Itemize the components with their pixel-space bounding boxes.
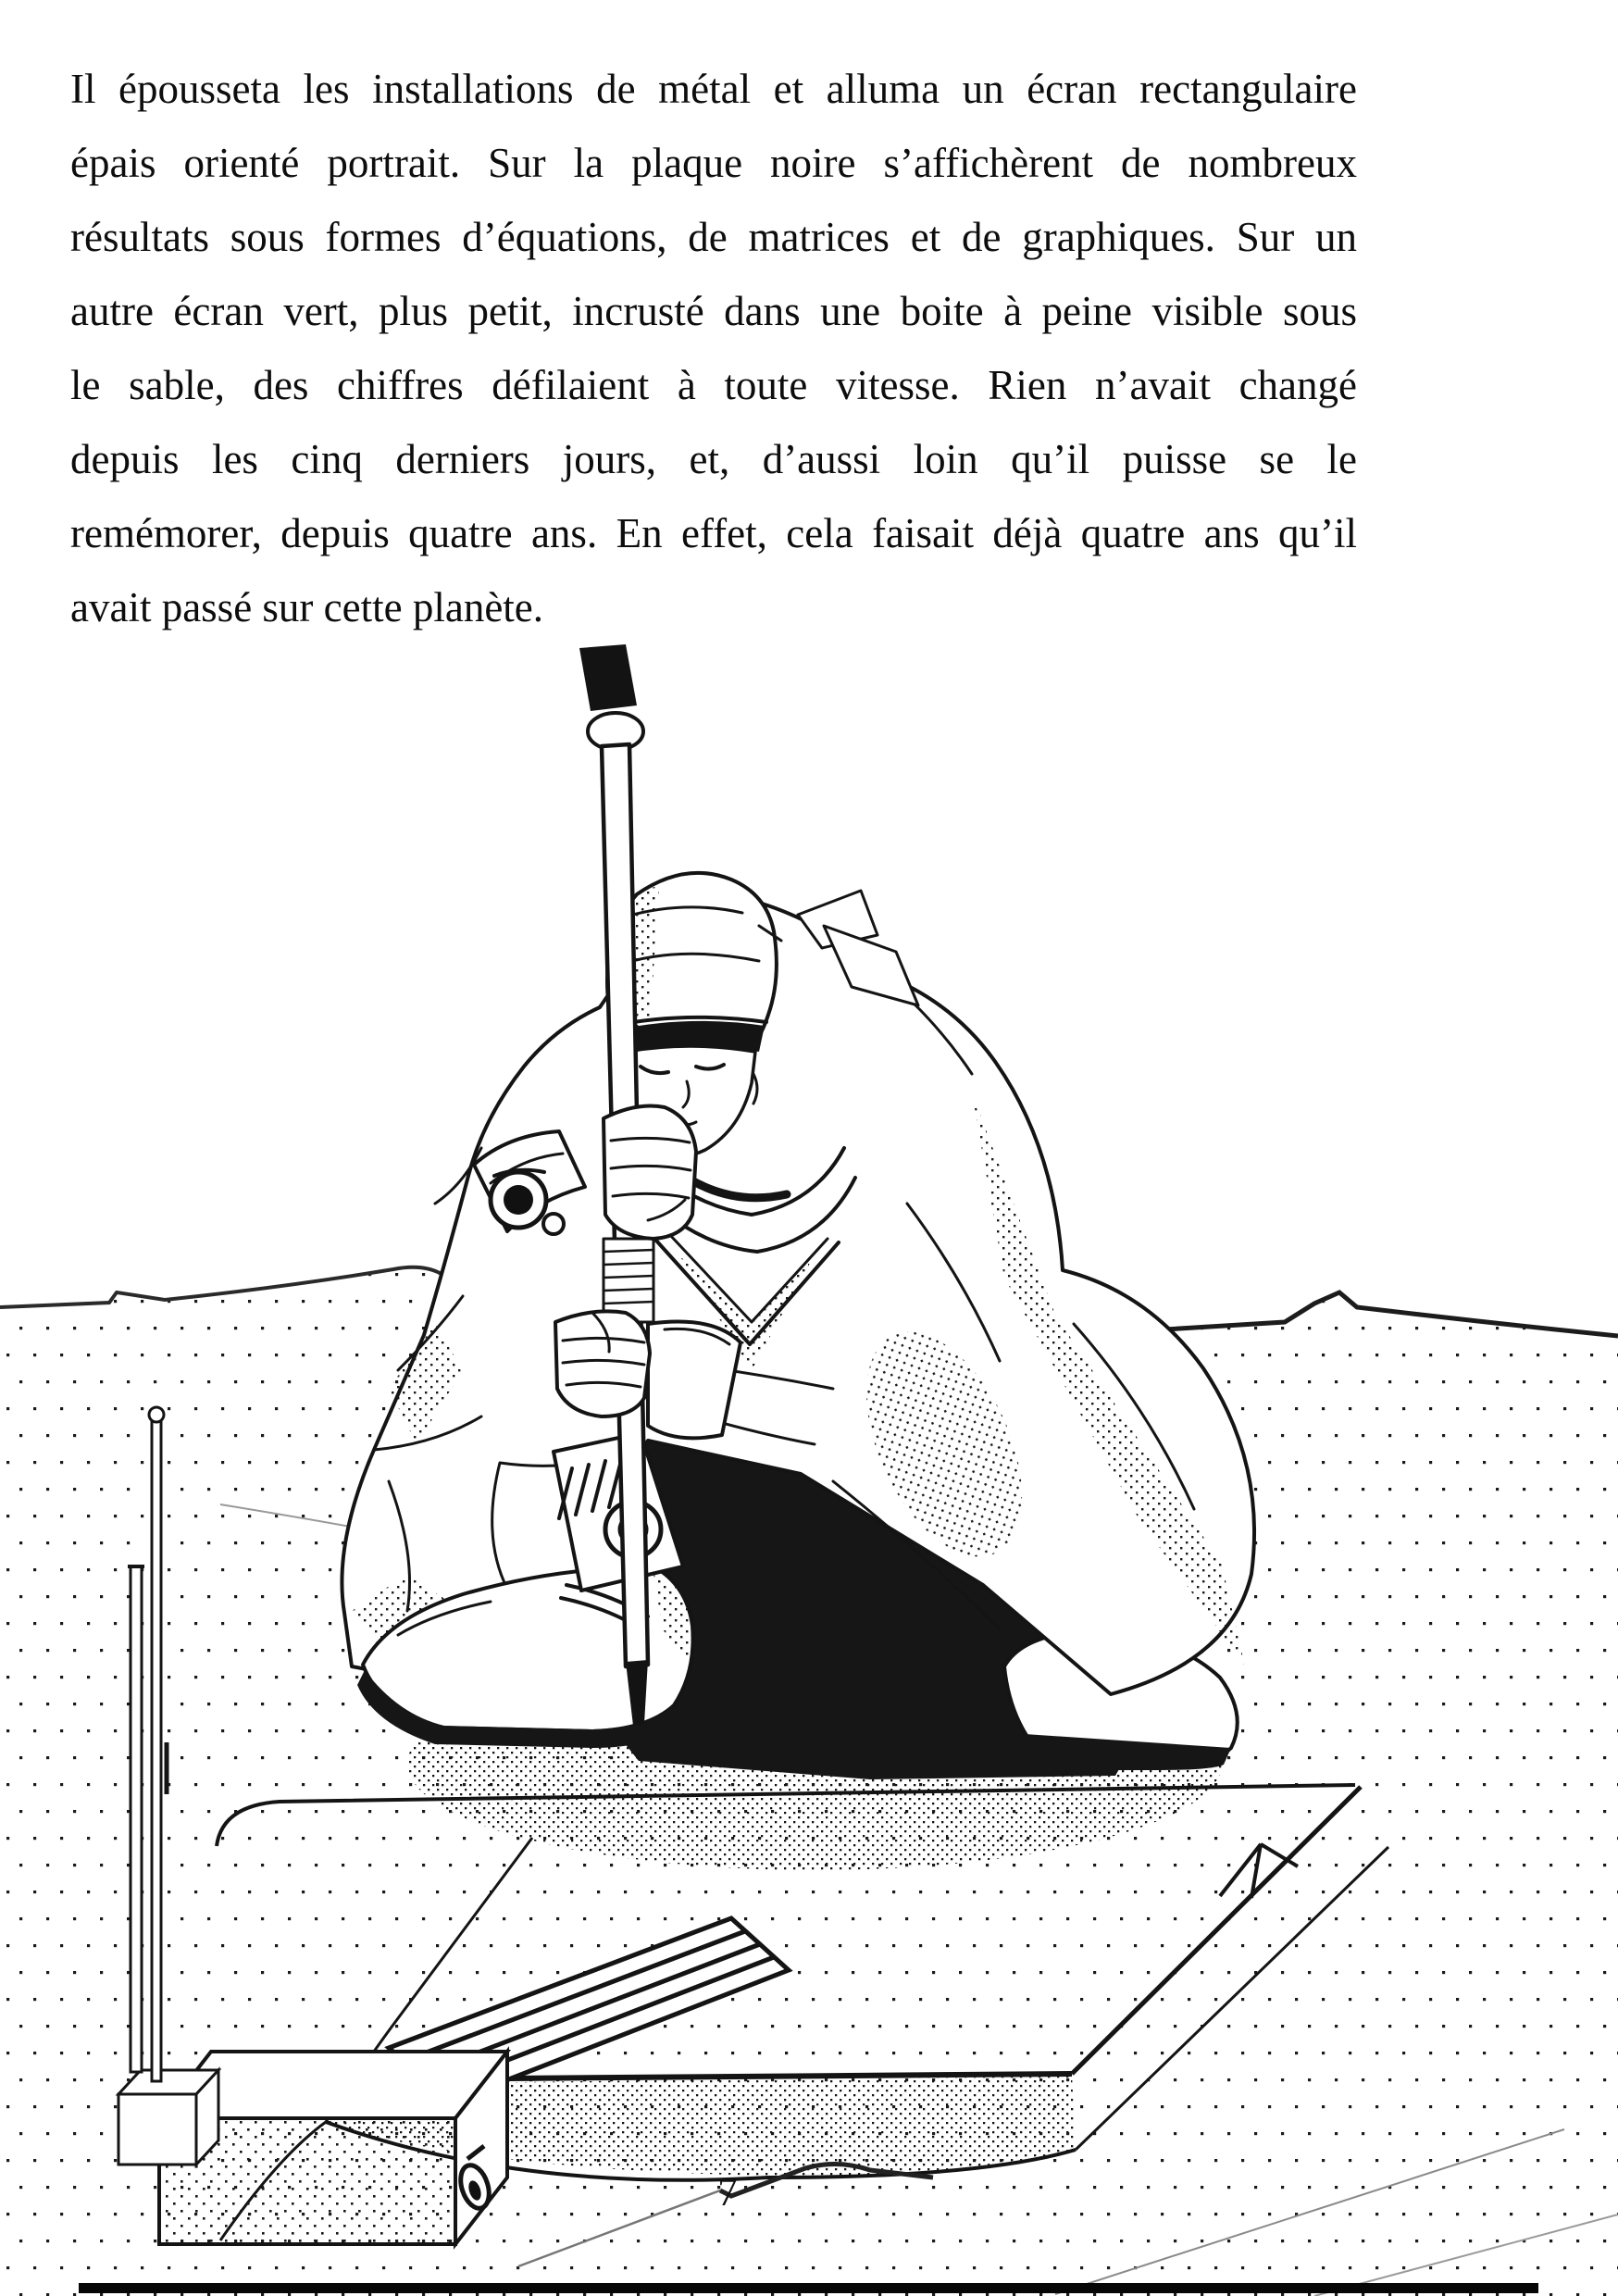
paragraph-line: remémorer, depuis quatre ans. En effet, cela faisait déjà quatre ans qu’il (70, 510, 1357, 556)
hand-upper (604, 1106, 696, 1240)
staff-top-cap (579, 644, 637, 711)
page-number: 7 (717, 2171, 738, 2215)
paragraph-line: Il épousseta les installations de métal et alluma un écran rectangulaire (70, 66, 1357, 112)
bottom-scan-bar (79, 2283, 1538, 2293)
paragraph-line: le sable, des chiffres défilaient à toute vitesse. Rien n’avait changé (70, 362, 1357, 408)
paragraph-line: avait passé sur cette planète. (70, 584, 544, 630)
antenna-tall (149, 1407, 164, 2081)
hand-lower (555, 1311, 650, 1416)
crouching-figure (342, 644, 1254, 1870)
paragraph-line: résultats sous formes d’équations, de matrices et de graphiques. Sur un (70, 214, 1357, 260)
antenna-short (128, 1566, 144, 2072)
paragraph-line: autre écran vert, plus petit, incrusté dans une boite à peine visible sous (70, 288, 1357, 334)
paragraph-line: depuis les cinq derniers jours, et, d’aussi loin qu’il puisse se le (70, 436, 1357, 482)
paragraph-line: épais orienté portrait. Sur la plaque noire s’affichèrent de nombreux (70, 140, 1357, 186)
sleeve-cuff-right (648, 1322, 741, 1439)
antenna-pedestal (118, 2070, 218, 2165)
